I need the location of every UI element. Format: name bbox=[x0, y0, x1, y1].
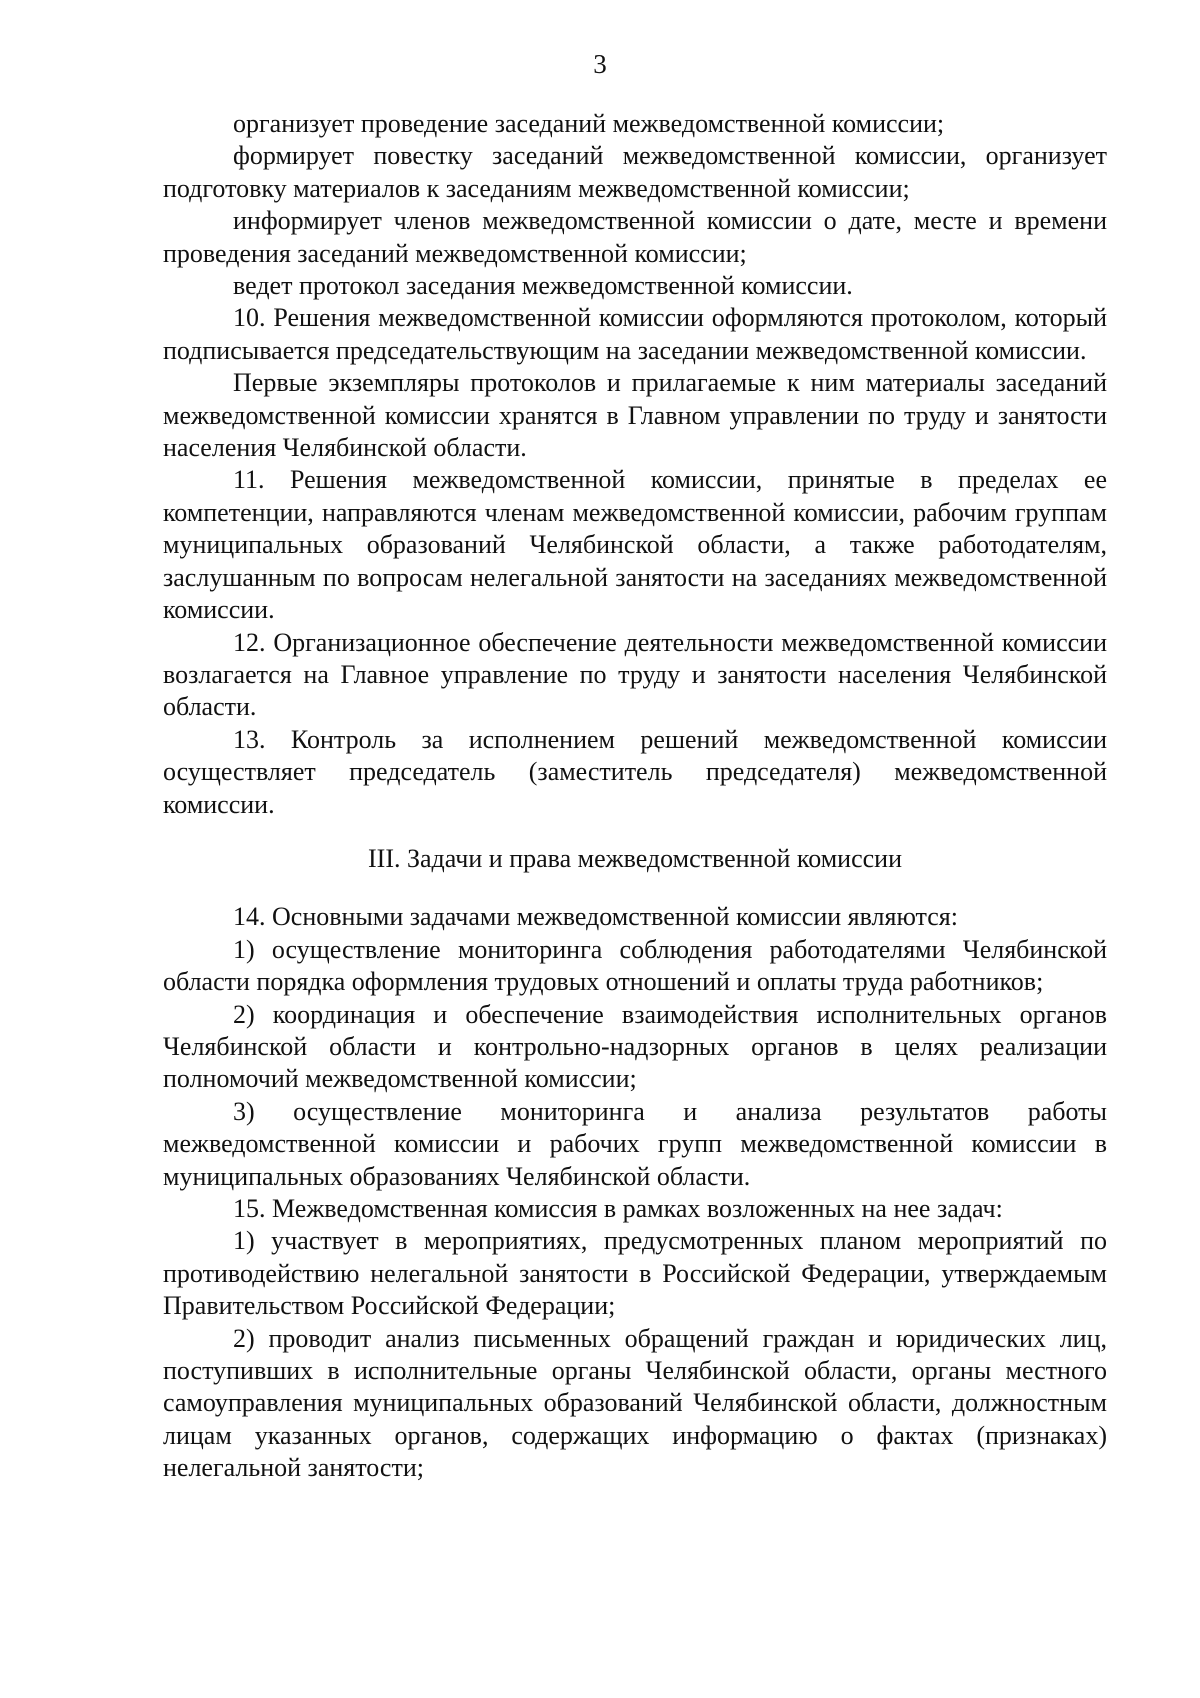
list-item: 2) проводит анализ письменных обращений граждан и юридических лиц, поступивших в исполнительные органы Челябинской области, органы местного самоуправления муниципальных образований Челябинской области, должностным лицам указанных органов, содержащих информацию о фактах (признаках) нелегальной занятости; bbox=[163, 1323, 1107, 1483]
paragraph: ведет протокол заседания межведомственной комиссии. bbox=[233, 271, 853, 301]
page-number: 3 bbox=[593, 49, 607, 79]
list-item: 1) осуществление мониторинга соблюдения работодателями Челябинской области порядка оформления трудовых отношений и оплаты труда работников; bbox=[163, 934, 1107, 997]
paragraph-item-15: 15. Межведомственная комиссия в рамках возложенных на нее задач: bbox=[233, 1194, 1003, 1223]
paragraph-item-10: 10. Решения межведомственной комиссии оформляются протоколом, который подписывается председательствующим на заседании межведомственной комиссии. bbox=[163, 303, 1107, 365]
list-item: 1) участвует в мероприятиях, предусмотренных планом мероприятий по противодействию нелегальной занятости в Российской Федерации, утверждаемым Правительством Российской Федерации; bbox=[163, 1226, 1107, 1321]
paragraph: формирует повестку заседаний межведомственной комиссии, организует подготовку материалов к заседаниям межведомственной комиссии; bbox=[163, 141, 1107, 203]
list-item: 3) осуществление мониторинга и анализа результатов работы межведомственной комиссии и рабочих групп межведомственной комиссии в муниципальных образованиях Челябинской области. bbox=[163, 1096, 1107, 1191]
paragraph-item-14: 14. Основными задачами межведомственной комиссии являются: bbox=[233, 902, 958, 932]
paragraph-item-11: 11. Решения межведомственной комиссии, принятые в пределах ее компетенции, направляются членам межведомственной комиссии, рабочим группам муниципальных образований Челябинской области, а также работодателям, заслушанным по вопросам нелегальной занятости на заседаниях межведомственной комиссии. bbox=[163, 465, 1107, 625]
document-body bbox=[163, 108, 1107, 1485]
paragraph: Первые экземпляры протоколов и прилагаемые к ним материалы заседаний межведомственной комиссии хранятся в Главном управлении по труду и занятости населения Челябинской области. bbox=[163, 368, 1107, 463]
paragraph-item-12: 12. Организационное обеспечение деятельности межведомственной комиссии возлагается на Главное управление по труду и занятости населения Челябинской области. bbox=[163, 627, 1107, 722]
list-item: 2) координация и обеспечение взаимодействия исполнительных органов Челябинской области и контрольно-надзорных органов в целях реализации полномочий межведомственной комиссии; bbox=[163, 999, 1107, 1094]
paragraph-item-13: 13. Контроль за исполнением решений межведомственной комиссии осуществляет председатель (заместитель председателя) межведомственной комиссии. bbox=[163, 724, 1107, 819]
paragraph: информирует членов межведомственной комиссии о дате, месте и времени проведения заседаний межведомственной комиссии; bbox=[163, 206, 1107, 268]
paragraph: организует проведение заседаний межведомственной комиссии; bbox=[233, 109, 945, 138]
section-heading: III. Задачи и права межведомственной комиссии bbox=[368, 843, 902, 873]
